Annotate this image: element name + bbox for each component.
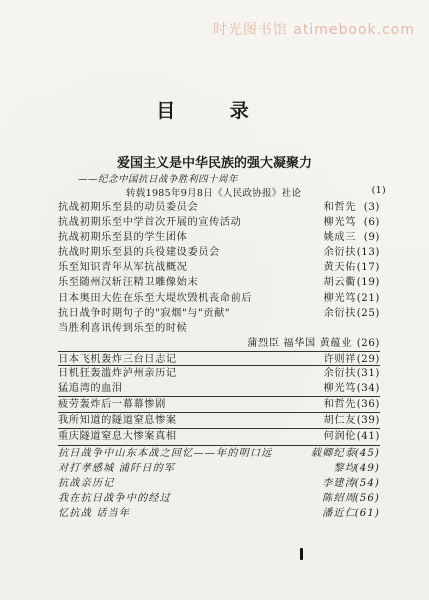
entry-author: 胡云衢 — [323, 277, 356, 289]
entry-title: 对打孝感城 浦阡日的军 — [58, 462, 176, 474]
entry-title: 抗日战争中山东本战之回忆——年的明口远 — [58, 447, 273, 459]
toc-entry — [58, 245, 380, 260]
entry-author: 陈绍周 — [322, 492, 356, 504]
toc-entries — [58, 200, 380, 521]
entry-author: 柳光笃 — [323, 292, 356, 304]
entry-title: 乐至随州汉斩汪精卫雕像始末 — [58, 277, 199, 289]
entry-author: 李建涛 — [322, 477, 356, 489]
entry-page: (3) — [363, 202, 380, 213]
watermark: 时光图书馆 atimebook.com — [212, 22, 415, 38]
entry-page: (54) — [354, 477, 380, 489]
entry-author: 余衍扶 — [323, 368, 356, 380]
entry-title: 抗战初期乐至县的动员委员会 — [58, 202, 199, 213]
entry-page: (34) — [356, 383, 380, 395]
entry-title: 日本飞机轰炸三台日志记 — [58, 353, 177, 365]
entry-title: 抗战初期乐至县的学生团体 — [58, 232, 188, 244]
toc-entry — [58, 506, 380, 521]
entry-author: 潘近仁 — [322, 507, 356, 519]
toc-entry — [58, 351, 380, 366]
source-page: (1) — [371, 185, 386, 196]
article-heading: 爱国主义是中华民族的强大凝聚力 — [116, 156, 312, 171]
entry-author: 载卿纪泰 — [310, 447, 356, 459]
toc-entry — [58, 291, 380, 306]
entry-page: (13) — [356, 247, 380, 259]
toc-entry — [58, 461, 380, 476]
toc-entry — [58, 429, 380, 445]
toc-entry — [58, 413, 380, 429]
entry-title: 忆抗战 话当年 — [58, 507, 131, 519]
entry-title: 疲劳轰炸后一幕幕惨剧 — [58, 399, 166, 411]
toc-entry — [58, 306, 380, 321]
entry-author: 黄天佑 — [323, 262, 356, 274]
entry-title: 当胜利喜讯传到乐至的时候 — [58, 322, 188, 334]
entry-author: 姚成三 — [323, 232, 356, 244]
source-line — [126, 185, 386, 199]
toc-title: 目 录 — [156, 100, 273, 122]
entry-author: 和哲先 — [323, 399, 356, 411]
entry-author: 何润伦 — [323, 431, 356, 443]
entry-author: 黎均 — [333, 462, 356, 474]
entry-title: 抗日战争时期句子的"寂烟"与"贡献" — [58, 307, 231, 319]
entry-author: 许则祥 — [323, 353, 356, 365]
entry-page: (36) — [356, 399, 380, 411]
toc-entry — [58, 491, 380, 506]
entry-author: 胡仁友 — [323, 415, 356, 427]
entry-page: (39) — [356, 415, 380, 427]
entry-title: 乐至知识青年从军抗战概况 — [58, 262, 188, 274]
entry-page: (41) — [356, 431, 380, 443]
entry-page: (21) — [356, 292, 380, 304]
toc-entry — [58, 230, 380, 245]
entry-title: 我所知道的隧道窒息惨案 — [58, 415, 177, 427]
entry-page: (45) — [354, 447, 380, 459]
entry-title: 抗战亲历记 — [58, 477, 115, 489]
entry-page: (6) — [363, 217, 380, 229]
entry-title: 我在抗日战争中的经过 — [58, 492, 171, 504]
toc-entry — [58, 366, 380, 381]
entry-title: 抗战时期乐至县的兵役建设委员会 — [58, 247, 220, 259]
toc-entry — [58, 381, 380, 397]
toc-entry — [58, 260, 380, 275]
entry-author: 余衍扶 — [323, 307, 356, 319]
entry-title: 日机狂轰滥炸泸州亲历记 — [58, 368, 177, 380]
entry-page: (29) — [356, 353, 380, 365]
toc-entry — [58, 397, 380, 413]
toc-entry — [58, 336, 380, 351]
toc-entry — [58, 215, 380, 230]
entry-author: 余衍扶 — [323, 247, 356, 259]
entry-page: (17) — [356, 262, 380, 274]
entry-title: 重庆隧道窒息大惨案真相 — [58, 431, 177, 443]
entry-page: (31) — [356, 368, 380, 380]
toc-entry — [58, 476, 380, 491]
source-text: 转载1985年9月8日《人民政协报》社论 — [126, 188, 302, 199]
entry-author: 和哲先 — [323, 202, 356, 213]
entry-author: 柳光笃 — [323, 217, 356, 229]
ink-mark — [300, 548, 303, 560]
toc-entry — [58, 275, 380, 290]
entry-title: 抗战初期乐至中学首次开展的宣传活动 — [58, 217, 242, 229]
entry-page: (19) — [356, 277, 380, 289]
entry-page: (49) — [354, 462, 380, 474]
entry-title: 猛追湾的血泪 — [58, 383, 123, 395]
toc-entry — [58, 321, 380, 336]
entry-author: 柳光笃 — [323, 383, 356, 395]
article-subtitle: ——纪念中国抗日战争胜利四十周年 — [78, 174, 239, 185]
entry-title: 日本奥田大佐在乐至大堤坎毁机丧命前后 — [58, 292, 253, 304]
entry-author: 蒲烈臣 福华国 黄蕴业 — [247, 337, 352, 349]
entry-page: (25) — [356, 307, 380, 319]
entry-page: (9) — [363, 232, 380, 244]
entry-page: (56) — [354, 492, 380, 504]
entry-page: (61) — [354, 507, 380, 519]
toc-entry — [58, 446, 380, 461]
toc-entry — [58, 200, 380, 215]
entry-page: (26) — [356, 337, 380, 349]
